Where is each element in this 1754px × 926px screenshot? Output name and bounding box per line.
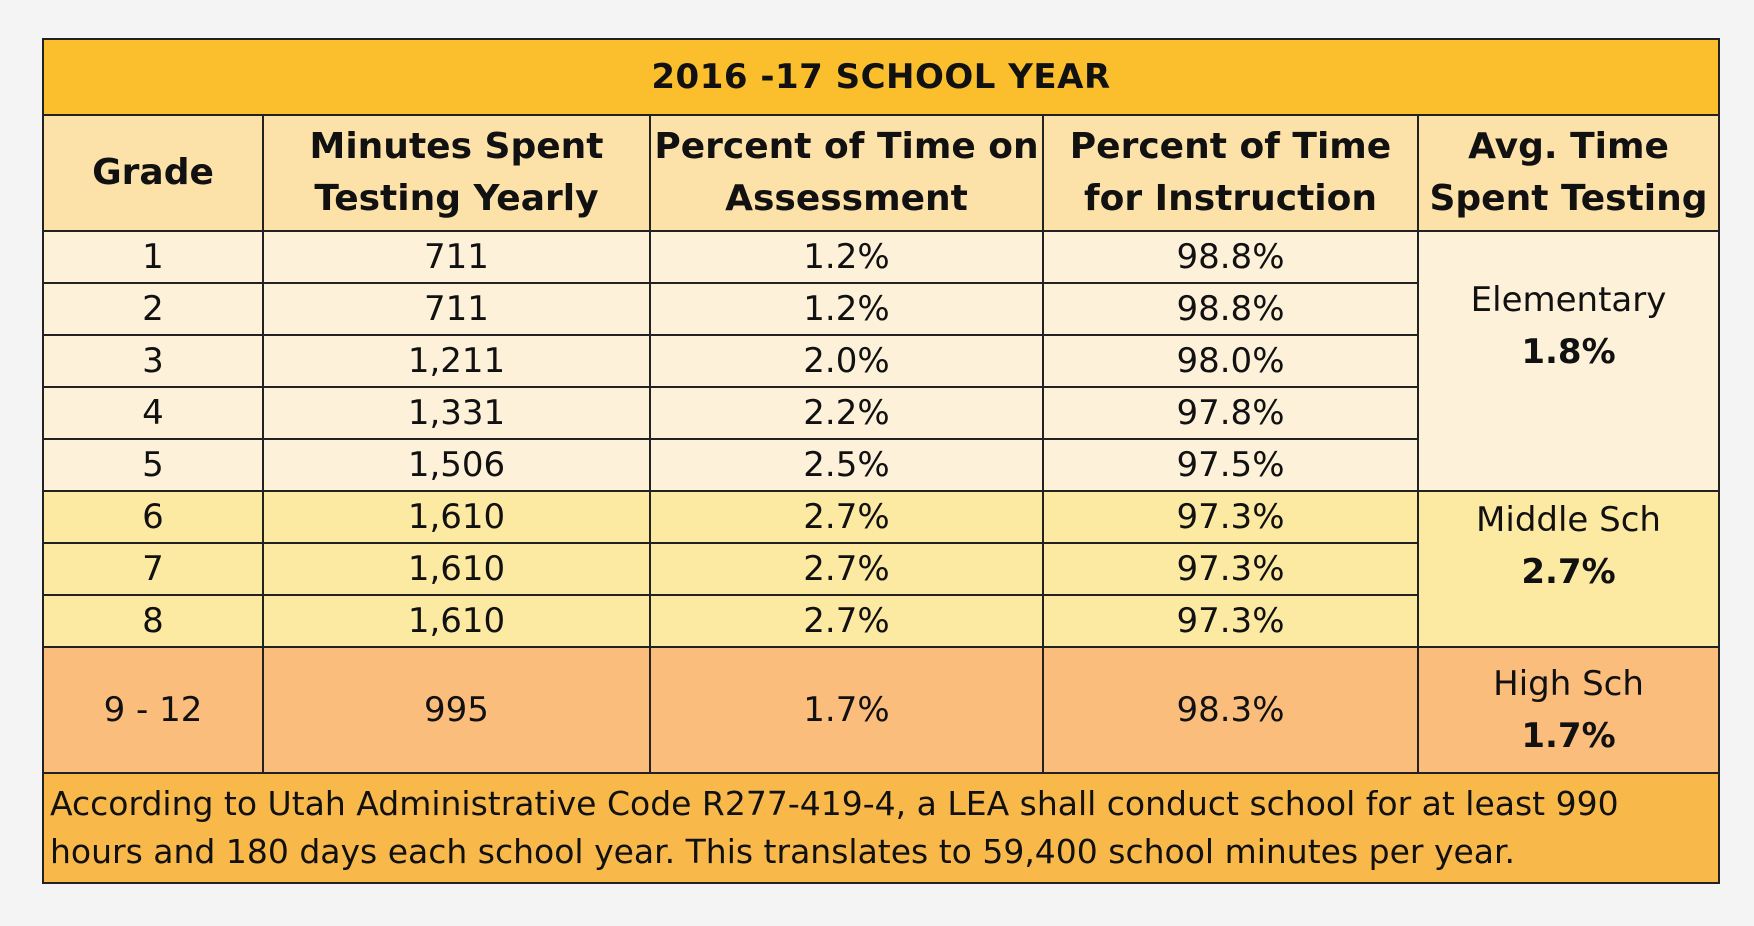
grade-cell: 3 bbox=[43, 335, 263, 387]
avg-elementary-value: 1.8% bbox=[1521, 332, 1616, 372]
header-minutes-line2: Testing Yearly bbox=[314, 178, 599, 219]
minutes-cell: 1,610 bbox=[263, 595, 650, 647]
grade-cell: 2 bbox=[43, 283, 263, 335]
minutes-cell: 1,506 bbox=[263, 439, 650, 491]
pct-instruction-cell: 98.8% bbox=[1043, 231, 1418, 283]
avg-elementary-cell bbox=[1418, 231, 1719, 491]
pct-instruction-cell: 97.8% bbox=[1043, 387, 1418, 439]
minutes-cell: 1,211 bbox=[263, 335, 650, 387]
header-percent-instruction bbox=[1043, 115, 1418, 231]
pct-instruction-cell: 98.0% bbox=[1043, 335, 1418, 387]
header-row bbox=[43, 115, 1719, 231]
pct-instruction-cell: 97.3% bbox=[1043, 491, 1418, 543]
pct-instruction-cell: 97.3% bbox=[1043, 543, 1418, 595]
table-row-grade-1 bbox=[43, 231, 1719, 283]
avg-middle-cell bbox=[1418, 491, 1719, 647]
pct-assessment-cell: 1.2% bbox=[650, 231, 1043, 283]
grade-cell: 7 bbox=[43, 543, 263, 595]
pct-assessment-cell: 2.7% bbox=[650, 543, 1043, 595]
avg-middle-label: Middle Sch bbox=[1476, 500, 1661, 540]
pct-assessment-cell: 2.7% bbox=[650, 491, 1043, 543]
pct-instruction-cell: 98.8% bbox=[1043, 283, 1418, 335]
header-pct-instr-line1: Percent of Time bbox=[1069, 126, 1392, 167]
minutes-cell: 1,610 bbox=[263, 491, 650, 543]
header-minutes bbox=[263, 115, 650, 231]
avg-elementary-label: Elementary bbox=[1470, 280, 1667, 320]
avg-high-cell bbox=[1418, 647, 1719, 773]
pct-assessment-cell: 1.7% bbox=[650, 647, 1043, 773]
minutes-cell: 1,610 bbox=[263, 543, 650, 595]
header-avg-line2: Spent Testing bbox=[1429, 178, 1708, 219]
testing-time-table-container bbox=[42, 38, 1718, 884]
header-pct-assess-line2: Assessment bbox=[725, 178, 968, 219]
pct-assessment-cell: 2.7% bbox=[650, 595, 1043, 647]
grade-cell: 6 bbox=[43, 491, 263, 543]
table-row-grade-6 bbox=[43, 491, 1719, 543]
header-pct-assess-line1: Percent of Time on bbox=[654, 126, 1039, 167]
grade-cell: 8 bbox=[43, 595, 263, 647]
avg-high-value: 1.7% bbox=[1521, 716, 1616, 756]
header-minutes-line1: Minutes Spent bbox=[309, 126, 604, 167]
header-percent-assessment bbox=[650, 115, 1043, 231]
minutes-cell: 711 bbox=[263, 231, 650, 283]
pct-instruction-cell: 98.3% bbox=[1043, 647, 1418, 773]
title-row bbox=[43, 39, 1719, 115]
grade-cell: 1 bbox=[43, 231, 263, 283]
pct-instruction-cell: 97.5% bbox=[1043, 439, 1418, 491]
testing-time-table bbox=[42, 38, 1720, 884]
minutes-cell: 995 bbox=[263, 647, 650, 773]
header-avg-time bbox=[1418, 115, 1719, 231]
pct-assessment-cell: 2.5% bbox=[650, 439, 1043, 491]
footnote: According to Utah Administrative Code R277-419-4, a LEA shall conduct school for at least 990 hours and 180 days each school year. This translates to 59,400 school minutes per year. bbox=[43, 773, 1719, 883]
footnote-row bbox=[43, 773, 1719, 883]
pct-assessment-cell: 2.2% bbox=[650, 387, 1043, 439]
table-title: 2016 -17 SCHOOL YEAR bbox=[43, 39, 1719, 115]
grade-cell: 9 - 12 bbox=[43, 647, 263, 773]
grade-cell: 5 bbox=[43, 439, 263, 491]
pct-instruction-cell: 97.3% bbox=[1043, 595, 1418, 647]
minutes-cell: 1,331 bbox=[263, 387, 650, 439]
pct-assessment-cell: 2.0% bbox=[650, 335, 1043, 387]
header-pct-instr-line2: for Instruction bbox=[1084, 178, 1377, 219]
pct-assessment-cell: 1.2% bbox=[650, 283, 1043, 335]
avg-middle-value: 2.7% bbox=[1521, 552, 1616, 592]
avg-high-label: High Sch bbox=[1493, 664, 1644, 704]
grade-cell: 4 bbox=[43, 387, 263, 439]
header-avg-line1: Avg. Time bbox=[1468, 126, 1669, 167]
header-grade: Grade bbox=[43, 115, 263, 231]
minutes-cell: 711 bbox=[263, 283, 650, 335]
table-row-grade-9-12 bbox=[43, 647, 1719, 773]
